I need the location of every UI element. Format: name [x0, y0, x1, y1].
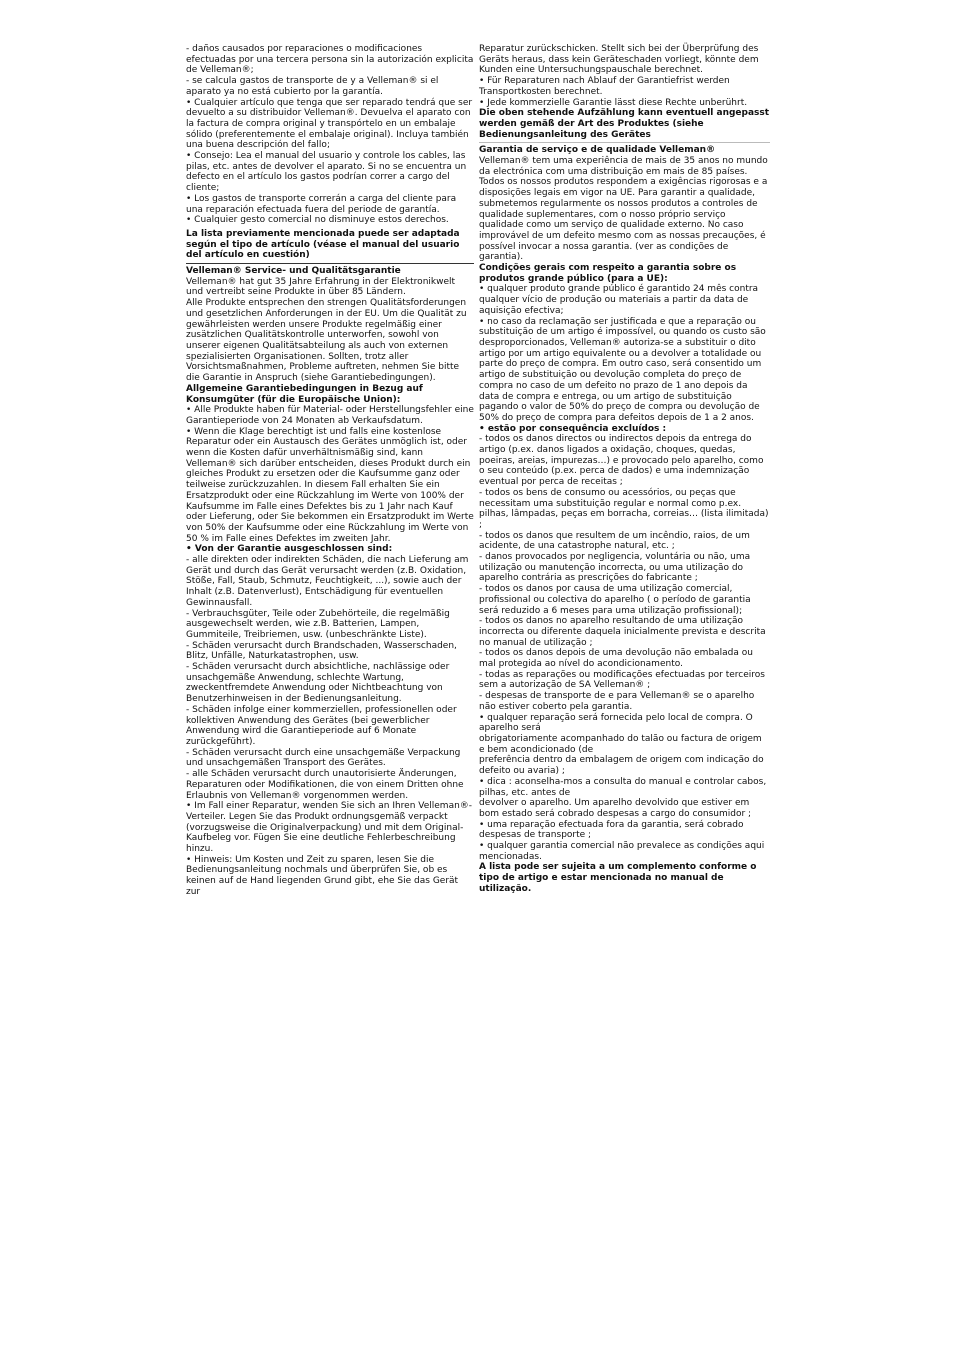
- right-bold-paragraph: A lista pode ser sujeita a um complemento conforme o tipo de artigo e estar mencionada no manual de utilização.: [479, 862, 757, 894]
- left-paragraph: - daños causados por reparaciones o modificaciones efectuadas por una tercera persona sin la autorización explicita de Velleman®;: [186, 44, 474, 76]
- left-bold-paragraph: La lista previamente mencionada puede ser adaptada según el tipo de artículo (véase el manual del usuario del artículo en cuestión): [186, 228, 460, 261]
- left-paragraph: • Im Fall einer Reparatur, wenden Sie sich an Ihren Velleman®-Verteiler. Legen Sie das Produkt ordnungsgemäß verpackt (vorzugsweise die Originalverpackung) und mit dem Original-Kaufbeleg vor. Fügen Sie eine deutliche Fehlerbeschreibung hinzu.: [186, 801, 473, 855]
- right-column: [479, 44, 770, 895]
- right-paragraph: - todos os bens de consumo ou acessórios, ou peças que necessitam uma substituição regular e normal como p.ex. pilhas, lâmpadas, peças em borracha, correias… (lista ilimitada) ;: [479, 487, 769, 530]
- right-paragraph: - todos os danos que resultem de um incêndio, raios, de um acidente, de una catastrophe natural, etc. ;: [479, 530, 750, 552]
- right-paragraph: - todos os danos directos ou indirectos depois da entrega do artigo (p.ex. danos ligados a oxidação, choques, quedas, poeiras, areias, impurezas…) e provocado pelo aparelho, como o seu conteúdo (p.ex. perca de dados) e uma indemnização eventual por perca de receitas ;: [479, 434, 764, 488]
- left-paragraph: • Wenn die Klage berechtigt ist und falls eine kostenlose Reparatur oder ein Austausch des Gerätes unmöglich ist, oder wenn die Kosten dafür unverhältnismäßig sind, kann Velleman® sich darüber entscheiden, dieses Produkt durch ein gleiches Produkt zu ersetzen oder die Kaufsumme ganz oder teilweise zurückzuzahlen. In diesem Fall erhalten Sie ein Ersatzprodukt oder eine Rückzahlung im Werte von 100% der Kaufsumme im Falle eines Defektes bis zu 1 Jahr nach Kauf oder Lieferung, oder Sie bekommen ein Ersatzprodukt im Werte von 50% der Kaufsumme oder eine Rückzahlung im Werte von 50 % im Falle eines Defektes im zweiten Jahr.: [186, 426, 474, 544]
- right-section-heading: Garantia de serviço e de qualidade Velleman®: [479, 142, 770, 156]
- left-paragraph: Velleman® hat gut 35 Jahre Erfahrung in der Elektronikwelt und vertreibt seine Produkte in über 85 Ländern.: [186, 276, 456, 298]
- right-paragraph: - todos os danos por causa de uma utilização comercial, profissional ou colectiva do aparelho ( o período de garantia será reduzido a 6 meses para uma utilização profissional);: [479, 584, 751, 616]
- right-paragraph: • Für Reparaturen nach Ablauf der Garantiefrist werden Transportkosten berechnet.: [479, 76, 730, 97]
- right-bold-paragraph: • estão por consequência excluídos :: [479, 423, 667, 434]
- right-paragraph: - todas as reparações ou modificações efectuadas por terceiros sem a autorização de SA Velleman® ;: [479, 669, 765, 691]
- right-paragraph: devolver o aparelho. Um aparelho devolvido que estiver em bom estado será cobrado despesas a cargo do consumidor ;: [479, 798, 752, 819]
- left-paragraph: • Consejo: Lea el manual del usuario y controle los cables, las pilas, etc. antes de devolver el aparato. Si no se encuentra un defecto en el artículo los gastos podrían correr a cargo del cliente;: [186, 151, 467, 194]
- left-paragraph: • Alle Produkte haben für Material- oder Herstellungsfehler eine Garantieperiode von 24 Monaten ab Verkaufsdatum.: [186, 405, 474, 426]
- right-paragraph: Velleman® tem uma experiência de mais de 35 anos no mundo da electrónica com uma distribuição em mais de 85 países.: [479, 156, 768, 177]
- right-paragraph: Todos os nossos produtos respondem a exigências rigorosas e a disposições legais em vigor na UE. Para garantir a qualidade, submetemos regularmente os nossos produtos a controles de qualidade suplementares, com o nosso próprio serviço qualidade como um serviço de qualidade externo. No caso improvável de um defeito mesmo com as nossas precauções, é possível invocar a nossa garantia. (ver as condições de garantia).: [479, 177, 768, 263]
- right-paragraph: • uma reparação efectuada fora da garantia, será cobrado despesas de transporte ;: [479, 819, 744, 841]
- left-paragraph: - Schäden infolge einer kommerziellen, professionellen oder kollektiven Anwendung des Gerätes (bei gewerblicher Anwendung wird die Garantieperiode auf 6 Monate zurückgeführt).: [186, 704, 457, 747]
- left-paragraph: - alle Schäden verursacht durch unautorisierte Änderungen, Reparaturen oder Modifikationen, die von einem Dritten ohne Erlaubnis von Velleman® vorgenommen werden.: [186, 769, 464, 801]
- right-bold-paragraph: Die oben stehende Aufzählung kann eventuell angepasst werden gemäß der Art des Produktes (siehe Bedienungsanleitung des Gerätes: [479, 108, 770, 140]
- right-paragraph: • qualquer garantia comercial não prevalece as condições aqui mencionadas.: [479, 841, 765, 862]
- left-paragraph: - alle direkten oder indirekten Schäden, die nach Lieferung am Gerät und durch das Gerät verursacht werden (z.B. Oxidation, Stöße, Fall, Staub, Schmutz, Feuchtigkeit, ...), sowie auch der Inhalt (z.B. Datenverlust), Entschädigung für eventuellen Gewinnausfall.: [186, 555, 469, 608]
- left-paragraph: - Schäden verursacht durch Brandschaden, Wasserschaden, Blitz, Unfälle, Naturkatastrophen, usw.: [186, 640, 457, 662]
- right-paragraph: • qualquer produto grande público é garantido 24 mês contra qualquer vício de produção ou materiais a partir da data de aquisição efectiva;: [479, 284, 759, 316]
- left-paragraph: - Schäden verursacht durch eine unsachgemäße Verpackung und unsachgemäßen Transport des Gerätes.: [186, 747, 461, 769]
- left-paragraph: Alle Produkte entsprechen den strengen Qualitätsforderungen und gesetzlichen Anforderungen in der EU. Um die Qualität zu gewährleisten werden unsere Produkte regelmäßig einer zusätzlichen Qualitätskontrolle unterworfen, sowohl von unserer eigenen Qualitätsabteilung als auch von externen spezialisierten Organisationen. Sollten, trotz aller Vorsichtsmaßnahmen, Probleme auftreten, nehmen Sie bitte die Garantie in Anspruch (siehe Garantiebedingungen).: [186, 298, 467, 384]
- left-paragraph: - Verbrauchsgüter, Teile oder Zubehörteile, die regelmäßig ausgewechselt werden, wie z.B. Batterien, Lampen, Gummiteile, Treibriemen, usw. (unbeschränkte Liste).: [186, 608, 450, 640]
- left-paragraph: • Cualquier artículo que tenga que ser reparado tendrá que ser devuelto a su distribuidor Velleman®. Devuelva el aparato con la factura de compra original y transpórtelo en un embalaje sólido (preferentemente el embalaje original). Incluya también una buena descripción del fallo;: [186, 97, 473, 151]
- right-paragraph: • no caso da reclamação ser justificada e que a reparação ou substituição de um artigo é impossível, ou quando os custo são desproporcionados, Velleman® autoriza-se a substituir o dito artigo por um artigo equivalente ou a devolver a totalidade ou parte do preço de compra. Em outro caso, será consentido um artigo de substituição ou devolução completa do preço de compra no caso de um defeito no prazo de 1 ano depois da data de compra e entrega, ou um artigo de substituição pagando o valor de 50% do preço de compra ou devolução de 50% do preço de compra para defeitos depois de 1 a 2 anos.: [479, 316, 766, 423]
- left-bold-paragraph: Allgemeine Garantiebedingungen in Bezug auf Konsumgüter (für die Europäische Union):: [186, 383, 423, 405]
- right-paragraph: • Jede kommerzielle Garantie lässt diese Rechte unberührt.: [479, 97, 748, 108]
- right-paragraph: - todos os danos depois de uma devolução não embalada ou mal protegida ao nível do acondicionamento.: [479, 648, 753, 670]
- right-paragraph: - danos provocados por negligencia, voluntária ou não, uma utilização ou manutenção incorrecta, ou uma utilização do aparelho contrária as prescrições do fabricante ;: [479, 552, 751, 584]
- right-paragraph: - despesas de transporte de e para Velleman® se o aparelho não estiver coberto pela garantia.: [479, 691, 755, 712]
- left-bold-paragraph: • Von der Garantie ausgeschlossen sind:: [186, 544, 393, 555]
- right-paragraph: Reparatur zurückschicken. Stellt sich bei der Überprüfung des Geräts heraus, dass kein Geräteschaden vorliegt, könnte dem Kunden eine Untersuchungspauschale berechnet.: [479, 44, 759, 76]
- right-paragraph: • qualquer reparação será fornecida pelo local de compra. O aparelho será: [479, 712, 753, 734]
- left-section-heading: Velleman® Service- und Qualitätsgarantie: [186, 263, 474, 277]
- left-paragraph: • Los gastos de transporte correrán a carga del cliente para una reparación efectuada fuera del periode de garantía.: [186, 193, 457, 215]
- right-paragraph: preferência dentro da embalagem de origem com indicação do defeito ou avaria) ;: [479, 755, 764, 777]
- left-paragraph: - Schäden verursacht durch absichtliche, nachlässige oder unsachgemäße Anwendung, schlechte Wartung, zweckentfremdete Anwendung oder Nichtbeachtung von Benutzerhinweisen in der Bedienungsanleitung.: [186, 662, 450, 705]
- right-paragraph: • dica : aconselha-mos a consulta do manual e controlar cabos, pilhas, etc. antes de: [479, 776, 767, 798]
- left-paragraph: • Hinweis: Um Kosten und Zeit zu sparen, lesen Sie die Bedienungsanleitung nochmals und überprüfen Sie, ob es keinen auf de Hand liegenden Grund gibt, ehe Sie das Gerät zur: [186, 854, 459, 897]
- left-paragraph: - se calcula gastos de transporte de y a Velleman® si el aparato ya no está cubierto por la garantía.: [186, 76, 439, 97]
- left-column: [186, 44, 474, 898]
- right-paragraph: - todos os danos no aparelho resultando de uma utilização incorrecta ou diferente daquela inicialmente prevista e descrita no manual de utilização ;: [479, 616, 766, 648]
- right-bold-paragraph: Condições gerais com respeito a garantia sobre os produtos grande público (para a UE):: [479, 263, 737, 284]
- right-paragraph: obrigatoriamente acompanhado do talão ou factura de origem e bem acondicionado (de: [479, 734, 762, 755]
- left-paragraph: • Cualquier gesto comercial no disminuye estos derechos.: [186, 215, 449, 226]
